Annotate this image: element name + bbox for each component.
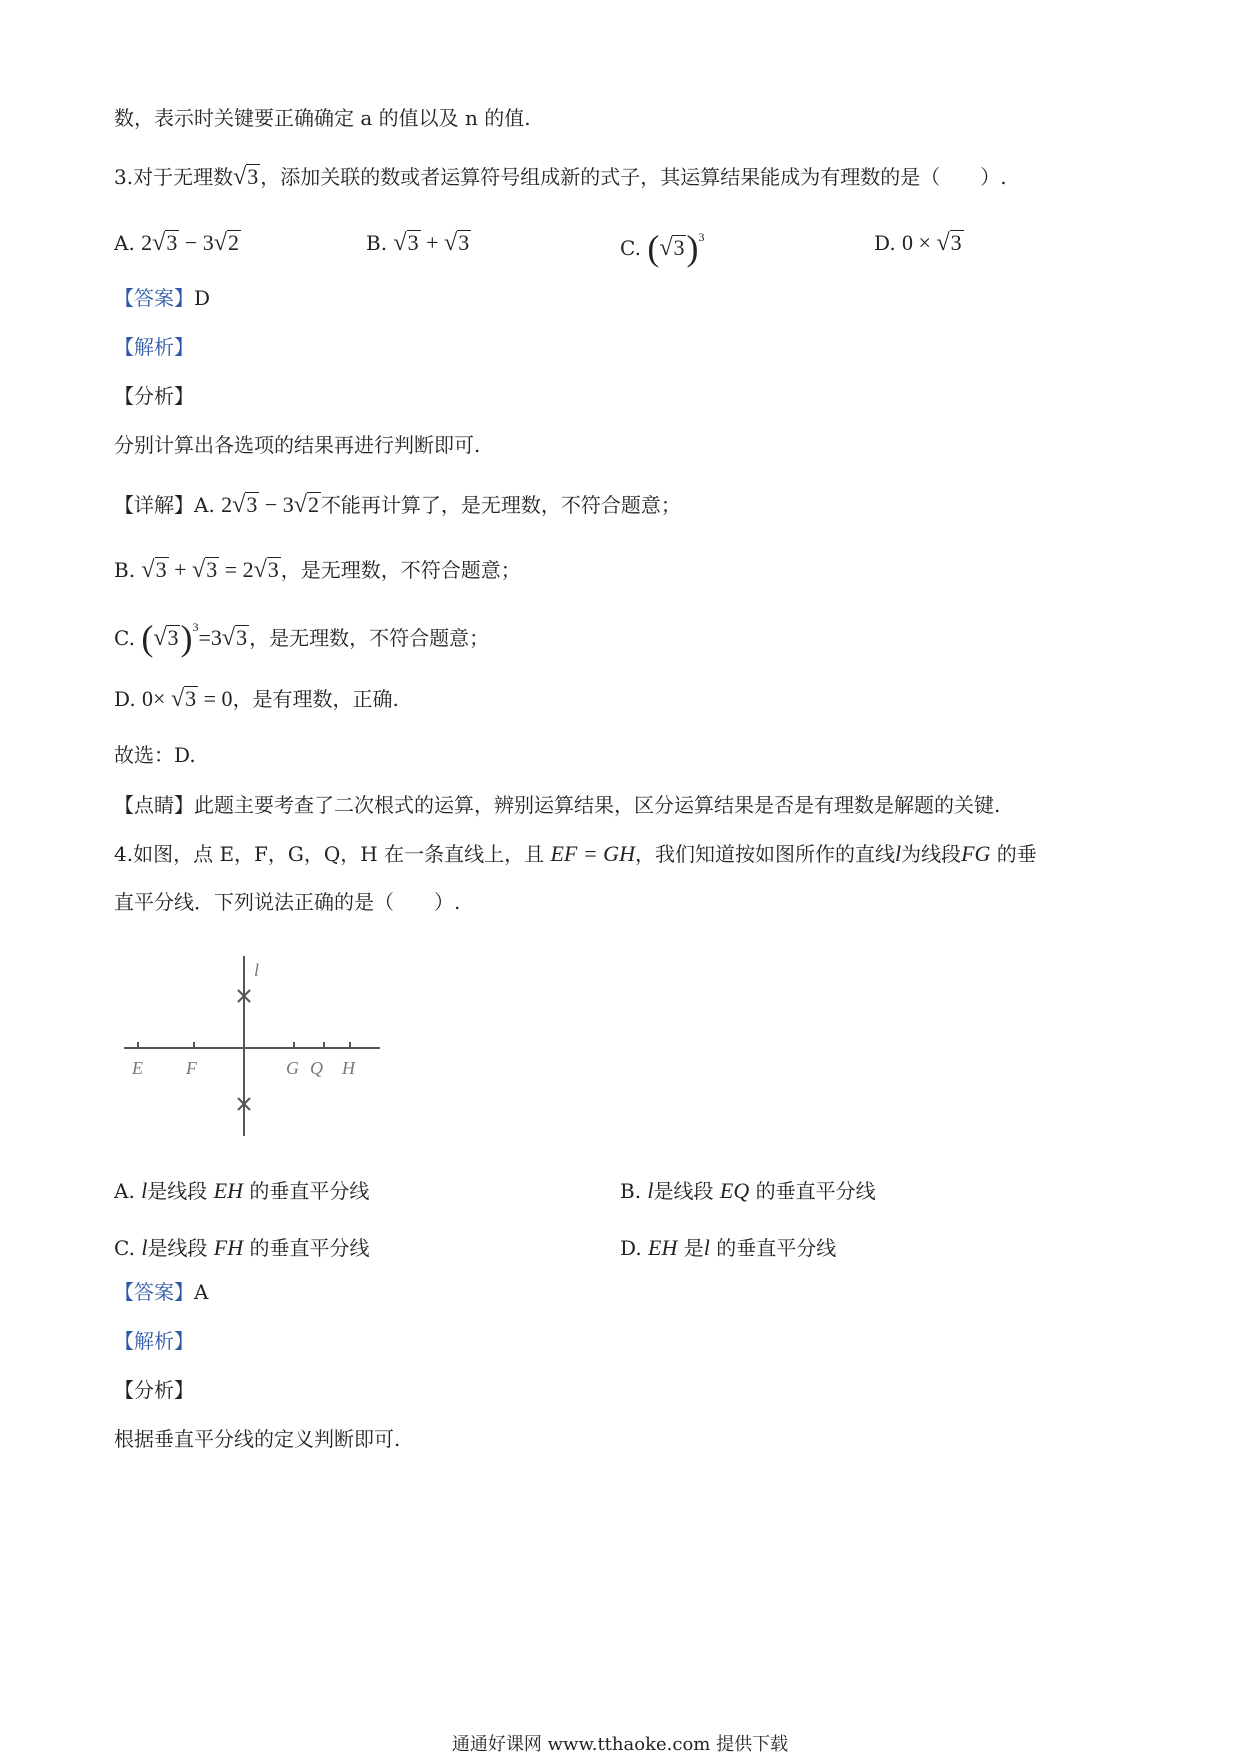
detail-a [114,492,681,517]
detail-a-text: 不能再计算了，是无理数，不符合题意； [320,493,681,517]
question-4-stem-2: 直平分线．下列说法正确的是（ ）. [114,890,461,914]
question-4-text-b: ，我们知道按如图所作的直线 [634,842,895,866]
detail-d-expr: 0× √3 = 0 [142,686,233,712]
text-line [114,108,531,128]
detail-c-prefix: C. [114,626,135,650]
label-l: l [254,960,260,980]
q4-option-d-label: D. [620,1236,642,1260]
detail-b-prefix: B. [114,558,136,582]
q4-analysis-tag: 【解析】 [114,1329,194,1353]
dianjing-text: 此题主要考查了二次根式的运算，辨别运算结果，区分运算结果是否是有理数是解题的关键. [194,793,1001,817]
q4-option-a-mid: 是线段 [147,1179,208,1203]
fenxi-text: 分别计算出各选项的结果再进行判断即可. [114,433,481,457]
label-g: G [286,1058,299,1078]
q4-option-b-label: B. [620,1179,642,1203]
option-b [366,230,471,255]
q4-option-b-seg: EQ [719,1178,750,1203]
q4-option-c [114,1237,369,1259]
question-3-stem [114,164,1007,189]
detail-a-expr: 2√3 − 3√2 [221,492,319,518]
q4-option-d-end: 的垂直平分线 [716,1236,837,1260]
option-c-label: C. [620,236,641,260]
paragraph-text: 数，表示时关键要正确确定 a 的值以及 n 的值. [114,106,531,130]
q4-option-c-seg: FH [213,1235,244,1260]
label-q: Q [310,1058,323,1078]
q4-option-d-mid: 是 [683,1236,704,1260]
label-h: H [342,1058,355,1078]
q4-option-a-label: A. [114,1179,135,1203]
detail-c-text: ，是无理数，不符合题意； [249,626,490,650]
q4-option-b-end: 的垂直平分线 [755,1179,876,1203]
option-a [114,230,241,255]
q4-option-d-seg: EH [648,1235,678,1260]
line-l-var: l [894,841,902,866]
detail-b-expr: √3 + √3 = 2√3 [141,557,279,583]
footer-credit: 通通好课网 www.tthaoke.com 提供下载 [451,1734,789,1755]
question-4-text-d: 的垂 [996,842,1037,866]
q4-option-c-end: 的垂直平分线 [249,1236,370,1260]
choose-line: 故选：D. [114,743,196,767]
detail-b [114,557,521,582]
detail-b-text: ，是无理数，不符合题意； [280,558,521,582]
option-d [874,230,964,255]
q4-option-c-var: l [141,1235,148,1260]
fenxi-tag: 【分析】 [114,384,194,408]
answer-value: D [194,286,211,310]
detail-d-text: ，是有理数，正确. [232,687,399,711]
question-4-text: 4.如图，点 E，F，G，Q，H 在一条直线上，且 [114,842,545,866]
q4-answer-value: A [194,1280,209,1304]
detail-d-prefix: D. [114,687,136,711]
option-b-label: B. [366,231,388,255]
perpendicular-bisector-figure [120,940,400,1140]
option-c-expr: $(√3)^3$ [647,228,705,268]
q4-option-b [620,1180,876,1202]
label-e: E [132,1058,143,1078]
option-a-label: A. [114,231,135,255]
answer-line [114,288,210,308]
dianjing-tag: 【点睛】 [114,793,194,817]
question-4-text-c: 为线段 [901,842,962,866]
option-d-expr: 0 × √3 [902,230,962,256]
q4-option-d-var: l [703,1235,710,1260]
option-a-expr: 2√3 − 3√2 [141,230,239,256]
question-3-text: 3.对于无理数 [114,165,234,189]
dianjing-line [114,795,1000,815]
option-c [620,230,704,266]
q4-option-a-var: l [141,1178,148,1203]
q4-option-c-mid: 是线段 [147,1236,208,1260]
q4-option-a-seg: EH [213,1178,243,1203]
segment-fg: FG [961,841,991,866]
label-f: F [186,1058,197,1078]
q4-option-b-var: l [647,1178,654,1203]
q4-option-c-label: C. [114,1236,135,1260]
q4-option-a [114,1180,369,1202]
q4-option-a-end: 的垂直平分线 [249,1179,370,1203]
q4-fenxi-tag: 【分析】 [114,1378,194,1402]
q4-option-d [620,1237,836,1259]
question-4-stem [114,843,1037,865]
q4-fenxi-text: 根据垂直平分线的定义判断即可. [114,1427,401,1451]
detail-c-expr: $(√3)^3=3√3$ [141,618,248,658]
detail-d [114,686,399,711]
q4-answer-tag: 【答案】 [114,1280,194,1304]
option-b-expr: √3 + √3 [393,230,470,256]
sqrt-3-expr: √3 [233,164,259,190]
detail-a-prefix: A. [194,493,215,517]
q4-option-b-mid: 是线段 [653,1179,714,1203]
detail-c [114,620,489,656]
answer-tag: 【答案】 [114,286,194,310]
question-3-text-tail: ，添加关联的数或者运算符号组成新的式子，其运算结果能成为有理数的是（ ）. [260,165,1007,189]
analysis-tag: 【解析】 [114,335,194,359]
option-d-label: D. [874,231,896,255]
detail-tag: 【详解】 [114,493,194,517]
ef-eq-gh: EF = GH [550,841,635,866]
q4-answer-line [114,1282,208,1302]
